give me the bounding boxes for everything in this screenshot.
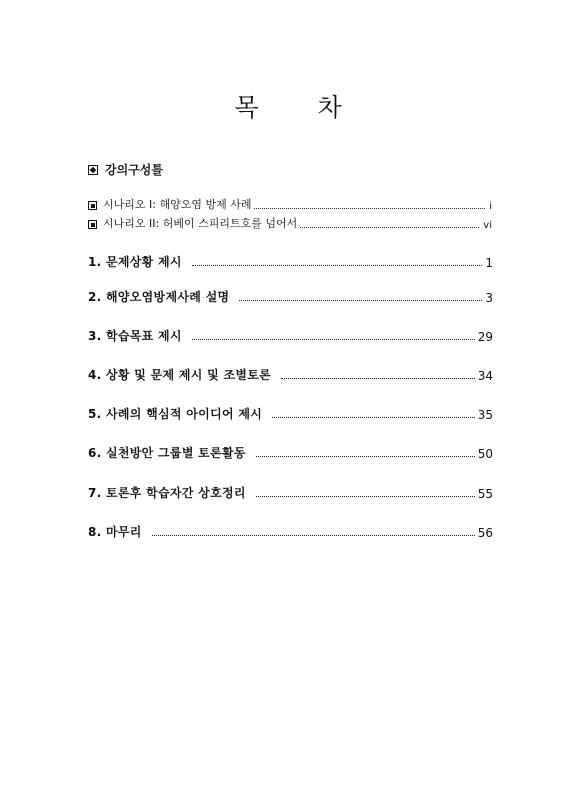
toc-entry-5[interactable] bbox=[88, 406, 493, 422]
toc-label: 2. 해양오염방제사례 설명 bbox=[88, 290, 230, 304]
toc-entry-1[interactable] bbox=[88, 254, 493, 270]
section-heading bbox=[88, 161, 163, 178]
dot-leader bbox=[192, 264, 483, 266]
scenario-entry-1[interactable] bbox=[88, 198, 492, 212]
page-title bbox=[0, 88, 577, 124]
toc-label: 4. 상황 및 문제 제시 및 조별토론 bbox=[88, 368, 272, 382]
dot-leader bbox=[300, 226, 479, 228]
diamond-in-square-icon bbox=[88, 165, 98, 175]
toc-page-number: 50 bbox=[477, 447, 493, 461]
toc-label: 7. 토론후 학습자간 상호정리 bbox=[88, 486, 246, 500]
toc-entry-2[interactable] bbox=[88, 289, 493, 305]
toc-page-number: 3 bbox=[485, 291, 493, 305]
toc-entry-3[interactable] bbox=[88, 328, 493, 344]
scenario-page: vi bbox=[483, 220, 492, 231]
page-title-left: 목 bbox=[234, 93, 260, 122]
dot-leader bbox=[254, 207, 485, 209]
square-bullet-icon bbox=[88, 220, 97, 229]
dot-leader bbox=[272, 416, 475, 418]
scenario-entry-2[interactable] bbox=[88, 217, 492, 231]
scenario-label: 시나리오 II: 허베이 스피리트호를 넘어서 bbox=[103, 217, 298, 230]
toc-label: 8. 마무리 bbox=[88, 525, 142, 539]
toc-page-number: 1 bbox=[485, 256, 493, 270]
dot-leader bbox=[256, 455, 475, 457]
dot-leader bbox=[239, 299, 482, 301]
toc-page-number: 55 bbox=[477, 487, 493, 501]
square-bullet-icon bbox=[88, 201, 97, 210]
dot-leader bbox=[281, 377, 475, 379]
toc-label: 1. 문제상황 제시 bbox=[88, 255, 182, 269]
toc-entry-8[interactable] bbox=[88, 524, 493, 540]
toc-label: 6. 실천방안 그룹별 토론활동 bbox=[88, 446, 246, 460]
toc-label: 3. 학습목표 제시 bbox=[88, 329, 182, 343]
toc-page-number: 29 bbox=[477, 330, 493, 344]
toc-entry-6[interactable] bbox=[88, 445, 493, 461]
toc-page-number: 34 bbox=[477, 369, 493, 383]
toc-entry-7[interactable] bbox=[88, 485, 493, 501]
dot-leader bbox=[192, 338, 475, 340]
scenario-label: 시나리오 I: 해양오염 방제 사례 bbox=[103, 198, 252, 211]
scenario-page: i bbox=[489, 201, 492, 212]
toc-label: 5. 사례의 핵심적 아이디어 제시 bbox=[88, 407, 263, 421]
page-title-right: 차 bbox=[317, 93, 343, 122]
dot-leader bbox=[256, 495, 475, 497]
toc-page-number: 56 bbox=[477, 526, 493, 540]
toc-page-number: 35 bbox=[477, 408, 493, 422]
section-heading-label: 강의구성틀 bbox=[105, 163, 163, 177]
dot-leader bbox=[152, 534, 475, 536]
toc-entry-4[interactable] bbox=[88, 367, 493, 383]
